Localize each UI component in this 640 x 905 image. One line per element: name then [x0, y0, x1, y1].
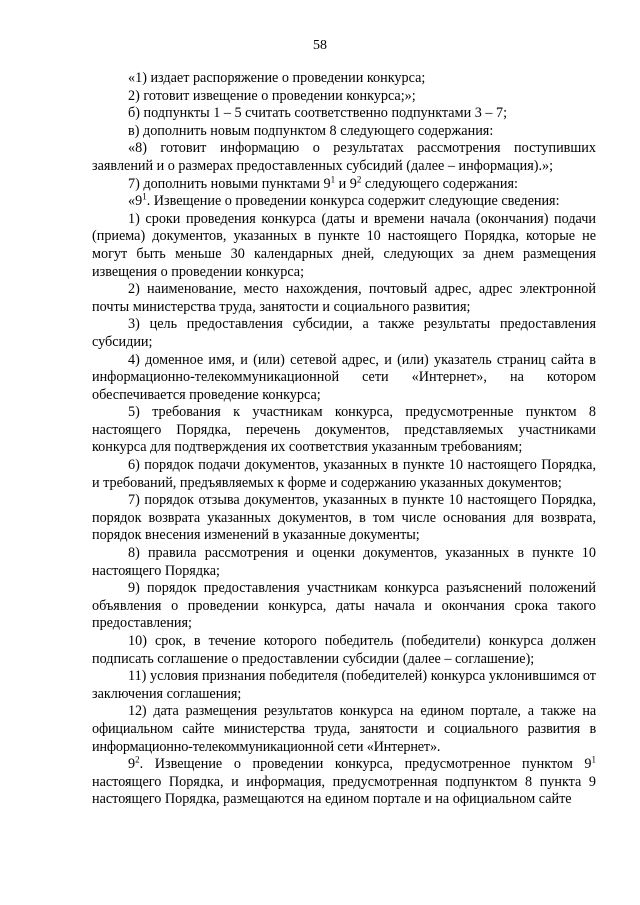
text-run: и 9 — [335, 175, 357, 192]
document-body — [92, 70, 596, 809]
page-number: 58 — [313, 38, 327, 53]
paragraph: 2) наименование, место нахождения, почтовый адрес, адрес электронной почты министерства труда, занятости и социального развития; — [92, 281, 596, 315]
text-run: настоящего Порядка, и информация, предусмотренная подпунктом 8 пункта 9 настоящего Порядка, размещаются на едином портале и на официальном сайте — [92, 773, 596, 808]
text-run: . Извещение о проведении конкурса, предусмотренное пунктом 9 — [139, 756, 592, 773]
paragraph: 5) требования к участникам конкурса, предусмотренные пунктом 8 настоящего Порядка, перечень документов, представляемых участниками конкурса для подтверждения их соответствия указанным требованиям; — [92, 404, 596, 456]
paragraph: в) дополнить новым подпунктом 8 следующего содержания: — [128, 122, 494, 139]
text-run: . Извещение о проведении конкурса содержит следующие сведения: — [146, 193, 560, 210]
paragraph: 9) порядок предоставления участникам конкурса разъяснений положений объявления о проведении конкурса, даты начала и окончания срока такого предоставления; — [92, 580, 596, 632]
paragraph-with-superscripts — [92, 193, 596, 211]
superscript: 1 — [142, 191, 147, 202]
superscript: 1 — [591, 754, 596, 765]
paragraph: 8) правила рассмотрения и оценки документов, указанных в пункте 10 настоящего Порядка; — [92, 545, 596, 579]
paragraph: «1) издает распоряжение о проведении конкурса; — [128, 70, 426, 86]
paragraph: 6) порядок подачи документов, указанных в пункте 10 настоящего Порядка, и требований, предъявляемых к форме и содержанию указанных документов; — [92, 457, 596, 491]
paragraph: 7) порядок отзыва документов, указанных в пункте 10 настоящего Порядка, порядок возврата указанных документов, в том числе основания для возврата, порядок внесения изменений в указанные документы; — [92, 492, 596, 544]
paragraph-with-superscripts — [92, 756, 596, 809]
superscript: 2 — [356, 173, 362, 184]
paragraph-with-superscripts — [92, 173, 596, 194]
text-run: 9 — [128, 756, 136, 773]
text-run: «9 — [128, 193, 143, 210]
text-run: 7) дополнить новыми пунктами 9 — [128, 175, 331, 192]
paragraph: 2) готовит извещение о проведении конкурса;»; — [128, 87, 416, 104]
paragraph: 11) условия признания победителя (победителей) конкурса уклонившимся от заключения соглашения; — [92, 668, 596, 702]
paragraph: 1) сроки проведения конкурса (даты и времени начала (окончания) подачи (приема) документов, указанных в пункте 10 настоящего Порядка, которые не могут быть меньше 30 календарных дней, следующих за днем размещения извещения о проведении конкурса; — [92, 210, 596, 280]
paragraph: 10) срок, в течение которого победитель (победители) конкурса должен подписать соглашение о предоставлении субсидии (далее – соглашение); — [92, 633, 596, 667]
superscript: 1 — [330, 173, 336, 184]
paragraph: 4) доменное имя, и (или) сетевой адрес, и (или) указатель страниц сайта в информационно-телекоммуникационной сети «Интернет», на котором обеспечивается проведение конкурса; — [92, 351, 596, 403]
text-run: следующего содержания: — [361, 175, 518, 192]
paragraph: «8) готовит информацию о результатах рассмотрения поступивших заявлений и о размерах предоставленных субсидий (далее – информация).»; — [92, 140, 596, 174]
paragraph: 3) цель предоставления субсидии, а также результаты предоставления субсидии; — [92, 316, 596, 350]
paragraph: 12) дата размещения результатов конкурса на едином портале, а также на официальном сайте министерства труда, занятости и социального развития в информационно-телекоммуникационной сети «Интернет». — [92, 703, 596, 755]
paragraph: б) подпункты 1 – 5 считать соответственно подпунктами 3 – 7; — [128, 105, 508, 122]
superscript: 2 — [135, 754, 140, 765]
